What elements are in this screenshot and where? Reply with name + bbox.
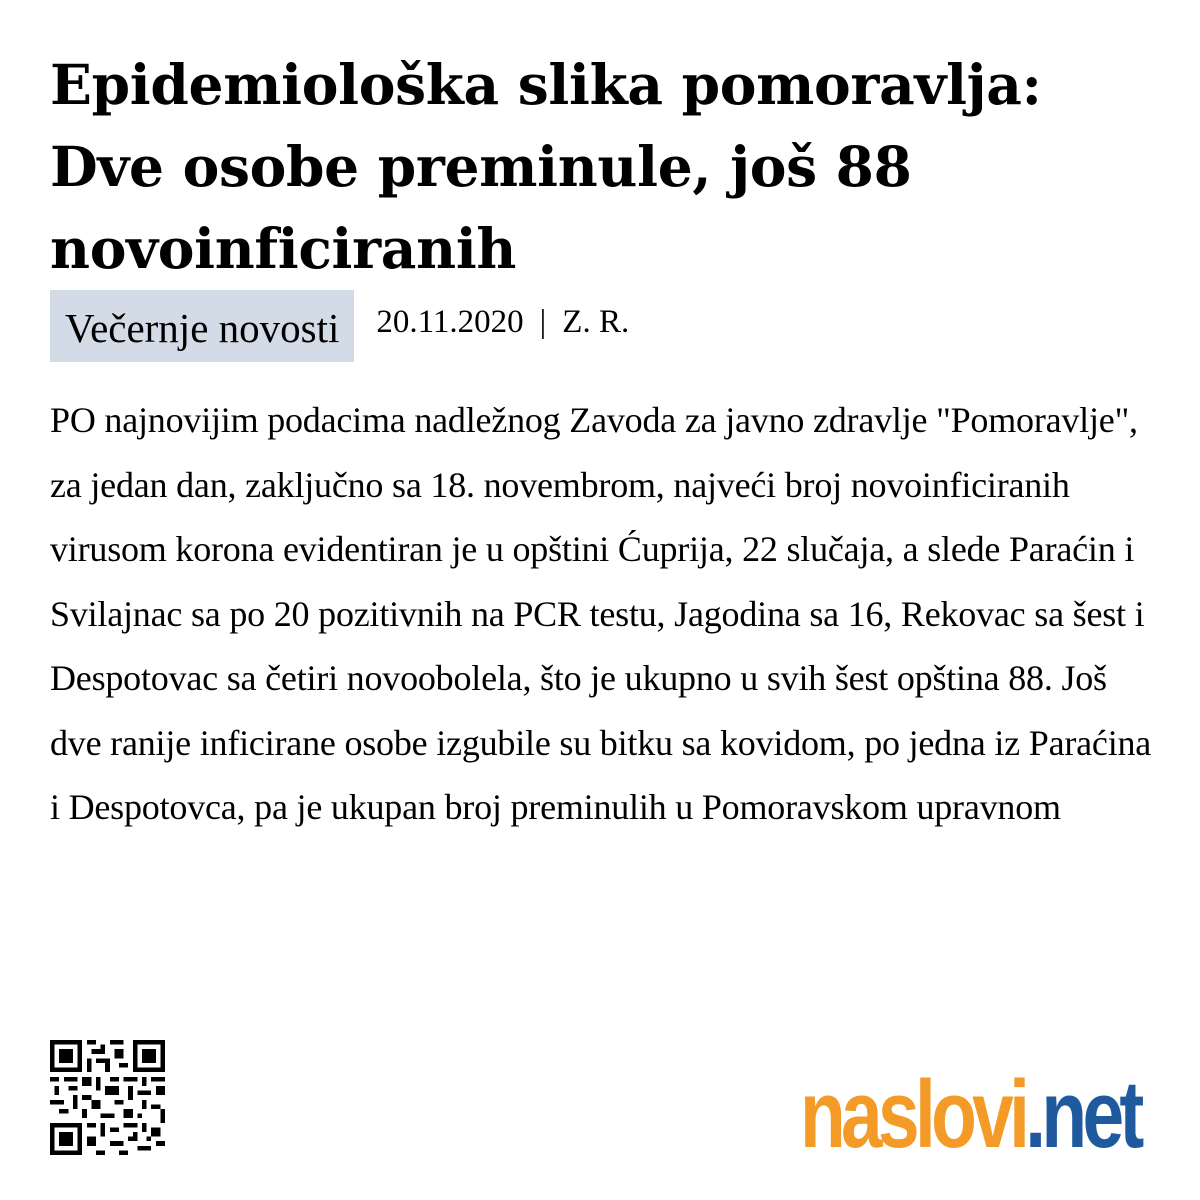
- article-date: 20.11.2020: [376, 304, 524, 340]
- logo-part-net: .net: [1025, 1061, 1140, 1168]
- qr-code-icon: [50, 1040, 165, 1155]
- article-body: [50, 388, 1160, 1008]
- article-title: Epidemiološka slika pomoravlja: Dve osobe preminule, još 88 novoinficiranih: [50, 52, 1042, 281]
- naslovi-logo[interactable]: [800, 1060, 1140, 1170]
- article-meta: [50, 290, 629, 362]
- article-author: Z. R.: [562, 304, 630, 340]
- article-body-text: PO najnovijim podacima nadležnog Zavoda za javno zdravlje "Pomoravlje", za jedan dan, zaključno sa 18. novembrom, najveći broj novoinficiranih virusom korona evidentiran je u opštini Ćuprija, 22 slučaja, a slede Paraćin i Svilajnac sa po 20 pozitivnih na PCR testu, Jagodina sa 16, Rekovac sa šest i Despotovac sa četiri novoobolela, što je ukupno u svih šest opština 88. Još dve ranije inficirane osobe izgubile su bitku sa kovidom, po jedna iz Paraćina i Despotovca, pa je ukupan broj preminulih u Pomoravskom upravnom: [50, 400, 1152, 827]
- source-badge[interactable]: Večernje novosti: [50, 290, 354, 362]
- meta-separator: |: [539, 304, 547, 340]
- logo-part-naslovi: naslovi: [800, 1061, 1026, 1168]
- text-fade-overlay: [50, 828, 1160, 1008]
